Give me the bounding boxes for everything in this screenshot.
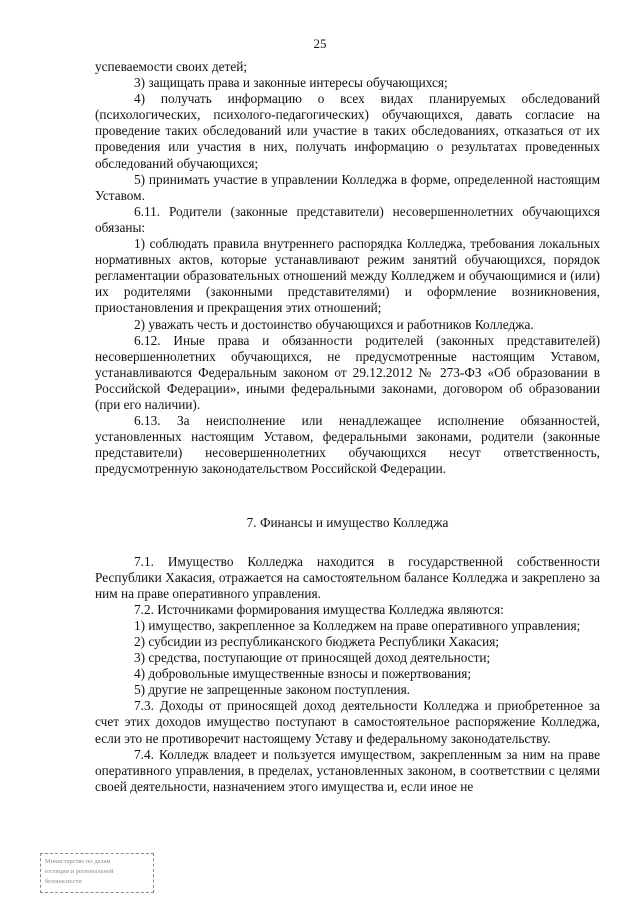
registration-stamp <box>40 853 154 893</box>
section-6-paragraphs <box>95 59 600 477</box>
paragraph: 2) уважать честь и достоинство обучающихся и работников Колледжа. <box>134 316 534 332</box>
page-number: 25 <box>313 36 327 51</box>
paragraph: 7.1. Имущество Колледжа находится в государственной собственности Республики Хакасия, отражается на самостоятельном балансе Колледжа и закреплено за ним на праве оперативного управления. <box>95 553 600 601</box>
paragraph: 4) получать информацию о всех видах планируемых обследований (психологических, психолого-педагогических) обучающихся, давать согласие на проведение таких обследований или участие в таких обследованиях, отказаться от их проведения или участия в них, получать информацию о результатах проведенных обследований обучающихся; <box>95 91 600 171</box>
paragraph: 6.12. Иные права и обязанности родителей (законных представителей) несовершеннолетних обучающихся, не предусмотренные настоящим Уставом, устанавливаются Федеральным законом от 29.12.2012 № 273-ФЗ «Об образовании в Российской Федерации», иными федеральными законами, договором об образовании (при его наличии). <box>95 332 600 412</box>
stamp-line: безопасности <box>45 878 82 885</box>
section-heading: 7. Финансы и имущество Колледжа <box>246 515 449 531</box>
paragraph: 1) соблюдать правила внутреннего распорядка Колледжа, требования локальных нормативных актов, которые устанавливают режим занятий обучающихся, порядок регламентации образовательных отношений между Колледжем и обучающимися и (или) их родителями (законными представителями) и оформление возникновения, приостановления и прекращения этих отношений; <box>95 236 600 316</box>
document-body <box>95 59 600 795</box>
section-7-paragraphs <box>95 554 600 795</box>
paragraph: успеваемости своих детей; <box>95 59 248 74</box>
paragraph: 4) добровольные имущественные взносы и пожертвования; <box>134 666 472 682</box>
paragraph: 7.3. Доходы от приносящей доход деятельности Колледжа и приобретенное за счет этих доходов имущество поступают в самостоятельное распоряжение Колледжа, если это не противоречит настоящему Уставу и федеральному законодательству. <box>95 698 600 746</box>
paragraph: 3) средства, поступающие от приносящей доход деятельности; <box>134 650 491 666</box>
paragraph: 7.4. Колледж владеет и пользуется имуществом, закрепленным за ним на праве оперативного управления, в пределах, установленных законом, в соответствии с целями своей деятельности, назначением этого имущества и, если иное не <box>95 746 600 794</box>
paragraph: 6.11. Родители (законные представители) несовершеннолетних обучающихся обязаны: <box>95 203 600 235</box>
paragraph: 5) принимать участие в управлении Колледжа в форме, определенной настоящим Уставом. <box>95 171 600 203</box>
stamp-line: юстиции и региональной <box>45 868 114 875</box>
paragraph: 3) защищать права и законные интересы обучающихся; <box>134 75 448 91</box>
paragraph: 5) другие не запрещенные законом поступления. <box>134 682 411 698</box>
paragraph: 2) субсидии из республиканского бюджета Республики Хакасия; <box>134 634 500 649</box>
paragraph: 1) имущество, закрепленное за Колледжем на праве оперативного управления; <box>134 617 581 633</box>
paragraph: 6.13. За неисполнение или ненадлежащее исполнение обязанностей, установленных настоящим Уставом, федеральными законами, родители (законные представители) несовершеннолетних обучающихся несут ответственность, предусмотренную законодательством Российской Федерации. <box>95 413 600 477</box>
paragraph: 7.2. Источниками формирования имущества Колледжа являются: <box>134 601 504 617</box>
stamp-line: Министерство по делам <box>45 858 111 865</box>
